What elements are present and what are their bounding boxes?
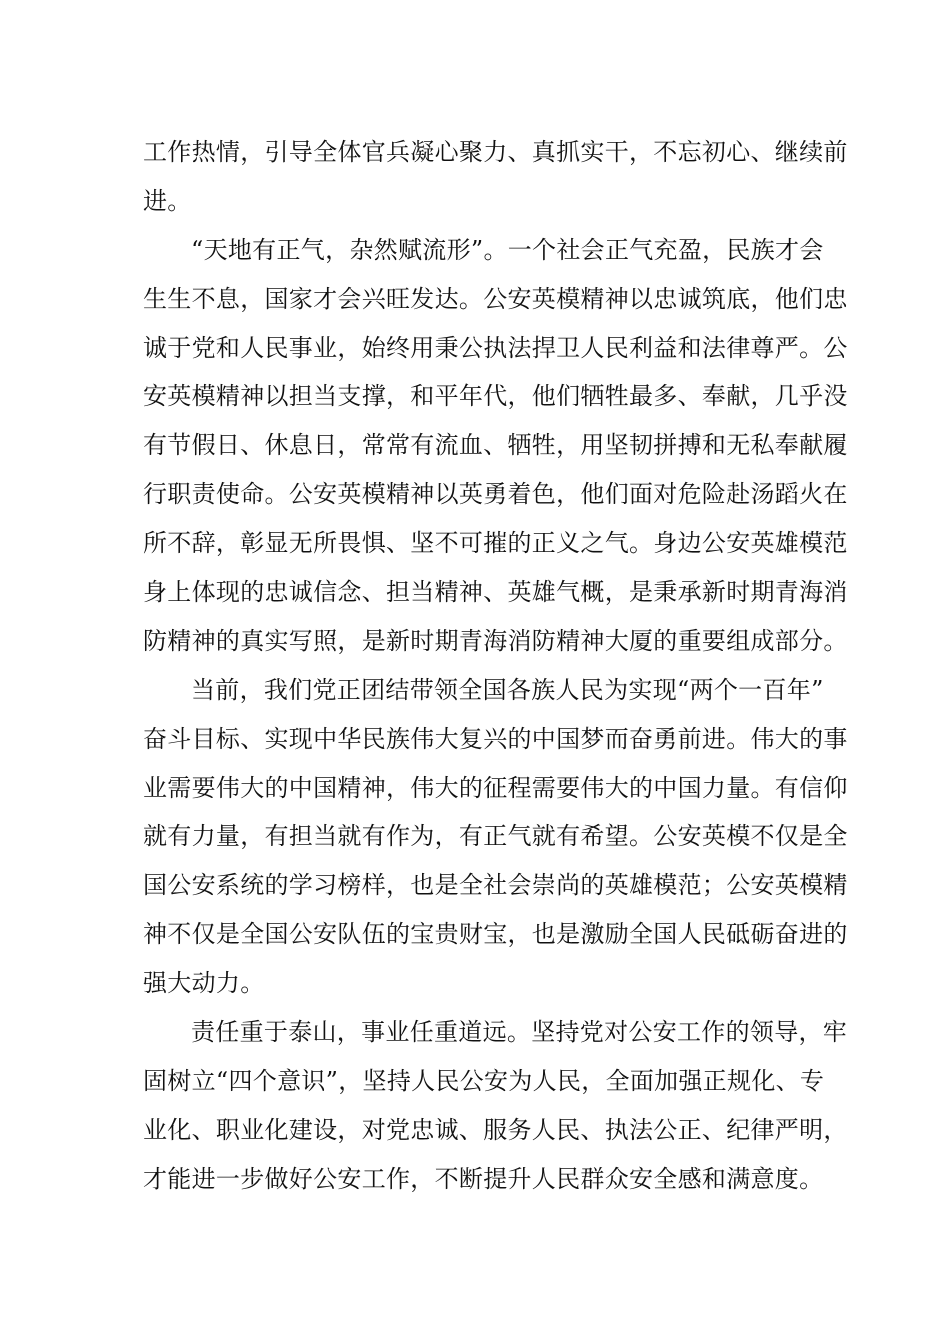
text-line: 神不仅是全国公安队伍的宝贵财宝，也是激励全国人民砥砺奋进的 bbox=[143, 920, 848, 949]
text-line: “天地有正气，杂然赋流形”。一个社会正气充盈，民族才会 bbox=[191, 235, 824, 264]
text-line: 诚于党和人民事业，始终用秉公执法捍卫人民利益和法律尊严。公 bbox=[143, 333, 848, 362]
text-line: 进。 bbox=[143, 186, 192, 215]
text-line: 国公安系统的学习榜样，也是全社会崇尚的英雄模范；公安英模精 bbox=[143, 871, 848, 900]
text-line: 所不辞，彰显无所畏惧、坚不可摧的正义之气。身边公安英雄模范 bbox=[143, 529, 848, 558]
text-line: 工作热情，引导全体官兵凝心聚力、真抓实干，不忘初心、继续前 bbox=[143, 138, 848, 166]
text-line: 当前，我们党正团结带领全国各族人民为实现“两个一百年” bbox=[191, 675, 824, 704]
text-line: 强大动力。 bbox=[143, 969, 265, 998]
text-line: 奋斗目标、实现中华民族伟大复兴的中国梦而奋勇前进。伟大的事 bbox=[143, 724, 848, 753]
text-line: 才能进一步做好公安工作，不断提升人民群众安全感和满意度。 bbox=[143, 1164, 824, 1193]
text-line: 固树立“四个意识”，坚持人民公安为人民，全面加强正规化、专 bbox=[143, 1066, 825, 1095]
text-line: 行职责使命。公安英模精神以英勇着色，他们面对危险赴汤蹈火在 bbox=[143, 480, 848, 509]
body-text bbox=[143, 128, 848, 1204]
text-line: 防精神的真实写照，是新时期青海消防精神大厦的重要组成部分。 bbox=[143, 626, 848, 655]
text-line: 生生不息，国家才会兴旺发达。公安英模精神以忠诚筑底，他们忠 bbox=[143, 284, 848, 313]
text-line: 业需要伟大的中国精神，伟大的征程需要伟大的中国力量。有信仰 bbox=[143, 773, 848, 802]
text-line: 责任重于泰山，事业任重道远。坚持党对公安工作的领导，牢 bbox=[191, 1018, 848, 1047]
text-line: 有节假日、休息日，常常有流血、牺牲，用坚韧拼搏和无私奉献履 bbox=[143, 431, 848, 460]
text-line: 安英模精神以担当支撑，和平年代，他们牺牲最多、奉献，几乎没 bbox=[143, 382, 848, 411]
text-line: 业化、职业化建设，对党忠诚、服务人民、执法公正、纪律严明， bbox=[143, 1115, 848, 1144]
text-line: 身上体现的忠诚信念、担当精神、英雄气概，是秉承新时期青海消 bbox=[143, 578, 848, 607]
text-line: 就有力量，有担当就有作为，有正气就有希望。公安英模不仅是全 bbox=[143, 822, 848, 851]
